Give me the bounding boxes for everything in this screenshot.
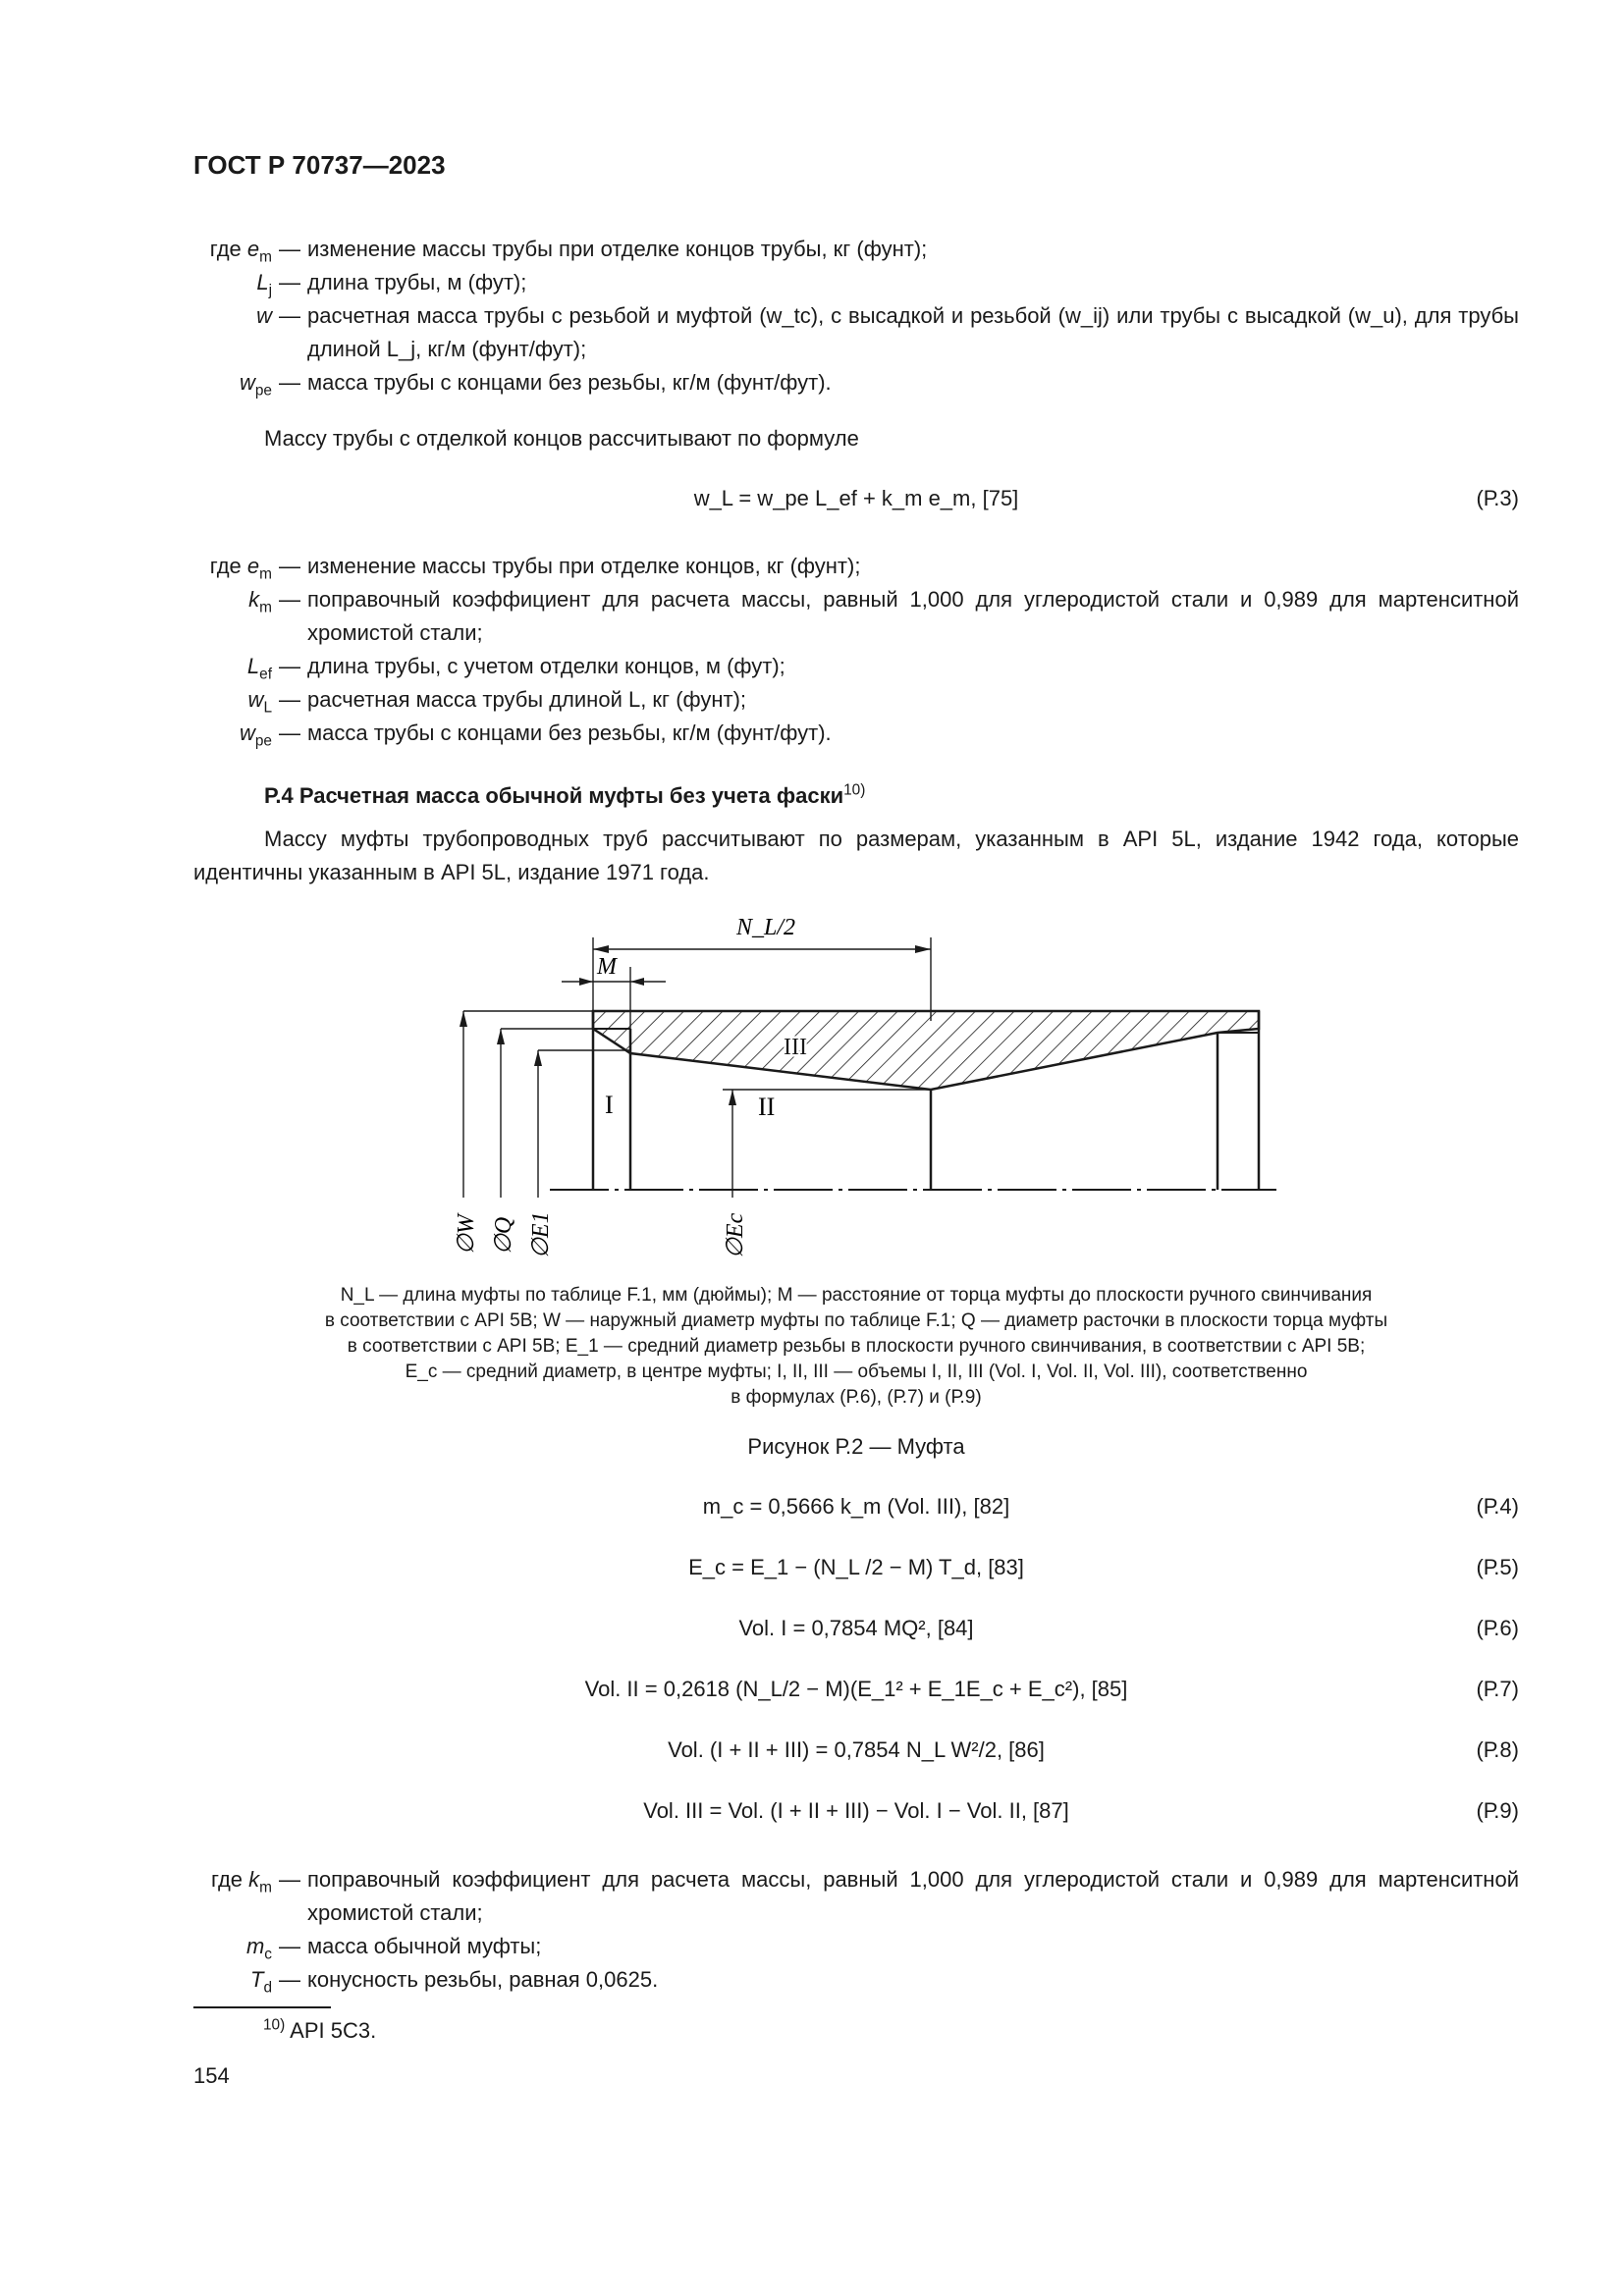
formula-p3	[193, 484, 1519, 517]
label-nl2: N_L/2	[736, 915, 796, 940]
footnote	[263, 2016, 376, 2047]
paragraph: Массу муфты трубопроводных труб рассчитывают по размерам, указанным в API 5L, издание 1942 года, которые идентичны указанным в API 5L, издание 1971 года.	[193, 827, 1519, 884]
definition-item: $L_{ef}$ — длина трубы, с учетом отделки концов, м (фут);	[246, 654, 785, 683]
formula-text: m_c = 0,5666 k_m (Vol. III), [82]	[702, 1494, 1010, 1519]
arrow-head	[460, 1011, 467, 1027]
footnote-ref: 10)	[843, 781, 866, 799]
arrow-head	[729, 1090, 736, 1105]
formula-text: Vol. (I + II + III) = 0,7854 N_L W²/2, [86]	[668, 1737, 1045, 1762]
definition-item: w — расчетная масса трубы с резьбой и муфтой (w_tc), с высадкой и резьбой (w_ij) или трубы с высадкой (w_u), для трубы длиной L_j, кг/м (фунт/фут);	[256, 303, 1519, 361]
formula-p6	[193, 1614, 1519, 1647]
page-header-title: ГОСТ Р 70737—2023	[193, 150, 446, 180]
definition-item: где $k_m$ — поправочный коэффициент для расчета массы, равный 1,000 для углеродистой стали и 0,989 для мартенситной хромистой стали;	[210, 1867, 1519, 1925]
formula-number: (Р.3)	[1476, 486, 1519, 510]
definition-item: $k_m$ — поправочный коэффициент для расчета массы, равный 1,000 для углеродистой стали и 0,989 для мартенситной хромистой стали;	[248, 587, 1519, 645]
arrow-head	[534, 1050, 542, 1066]
caption-line: в соответствии с API 5B; E_1 — средний диаметр резьбы в плоскости ручного свинчивания, в соответствии с API 5B;	[347, 1336, 1366, 1357]
footnote-text: API 5C3.	[290, 2018, 377, 2043]
formula-text: Vol. II = 0,2618 (N_L/2 − M)(E_1² + E_1E_c + E_c²), [85]	[584, 1677, 1128, 1701]
arrow-head	[579, 978, 593, 986]
formula-p4	[193, 1492, 1519, 1525]
figure-title: Рисунок Р.2 — Муфта	[747, 1434, 965, 1459]
caption-line: N_L — длина муфты по таблице F.1, мм (дюймы); M — расстояние от торца муфты до плоскости ручного свинчивания	[340, 1285, 1373, 1306]
formula-p7	[193, 1675, 1519, 1708]
arrow-head	[497, 1029, 505, 1044]
formula-text: Vol. I = 0,7854 MQ², [84]	[738, 1616, 974, 1640]
caption-line: E_c — средний диаметр, в центре муфты; I, II, III — объемы I, II, III (Vol. I, Vol. II, Vol. III), соответственно	[405, 1362, 1308, 1382]
caption-line: в формулах (Р.6), (Р.7) и (Р.9)	[731, 1387, 982, 1408]
formula-number: (Р.4)	[1476, 1494, 1519, 1519]
definition-item: $L_j$ — длина трубы, м (фут);	[256, 270, 527, 299]
footnote-mark: 10)	[263, 2016, 286, 2034]
section-heading: Р.4 Расчетная масса обычной муфты без учета фаски$^{10)}$	[264, 781, 866, 808]
arrow-head	[593, 945, 609, 953]
definition-item: $w_{pe}$ — масса трубы с концами без резьбы, кг/м (фунт/фут).	[239, 721, 832, 750]
formula-number: (Р.9)	[1476, 1798, 1519, 1823]
formula-number: (Р.8)	[1476, 1737, 1519, 1762]
definition-item: $T_d$ — конусность резьбы, равная 0,0625.	[249, 1967, 659, 1997]
definition-item: где $e_m$ — изменение массы трубы при отделке концов, кг (фунт);	[209, 554, 861, 583]
formula-number: (Р.5)	[1476, 1555, 1519, 1579]
coupling-wall-hatched	[593, 1011, 1259, 1090]
figure-caption	[193, 1283, 1519, 1411]
definition-item: $w_L$ — расчетная масса трубы длиной L, кг (фунт);	[247, 687, 747, 717]
formula-p5	[193, 1553, 1519, 1586]
formula-p9	[193, 1796, 1519, 1830]
definition-item: где $e_m$ — изменение массы трубы при отделке концов трубы, кг (фунт);	[209, 237, 928, 266]
definition-item: $w_{pe}$ — масса трубы с концами без резьбы, кг/м (фунт/фут).	[239, 370, 832, 400]
label-volume-ii: II	[758, 1093, 776, 1121]
formula-p8	[193, 1735, 1519, 1769]
label-volume-iii: III	[784, 1035, 807, 1060]
formula-text: Vol. III = Vol. (I + II + III) − Vol. I − Vol. II, [87]	[643, 1798, 1069, 1823]
caption-line: в соответствии с API 5B; W — наружный диаметр муфты по таблице F.1; Q — диаметр расточки в плоскости торца муфты	[324, 1310, 1388, 1331]
definition-list-1	[193, 233, 1519, 400]
label-volume-i: I	[605, 1091, 614, 1119]
footnote-separator	[193, 2006, 331, 2008]
label-dia-w: ∅W	[454, 1214, 479, 1255]
arrow-head	[630, 978, 644, 986]
label-dia-e1: ∅E1	[528, 1211, 554, 1258]
definition-list-3	[193, 1863, 1519, 1997]
label-m: M	[597, 954, 617, 980]
page-number: 154	[193, 2063, 230, 2088]
definition-item: $m_c$ — масса обычной муфты;	[245, 1934, 542, 1963]
label-dia-q: ∅Q	[491, 1216, 516, 1255]
formula-number: (Р.6)	[1476, 1616, 1519, 1640]
arrow-head	[915, 945, 931, 953]
coupling-figure	[403, 903, 1286, 1276]
formula-number: (Р.7)	[1476, 1677, 1519, 1701]
paragraph: Массу трубы с отделкой концов рассчитывают по формуле	[264, 426, 859, 451]
label-dia-ec: ∅Ec	[723, 1212, 748, 1258]
formula-text: E_c = E_1 − (N_L /2 − M) T_d, [83]	[688, 1555, 1024, 1579]
formula-text: w_L = w_pe L_ef + k_m e_m, [75]	[693, 486, 1019, 510]
definition-list-2	[193, 550, 1519, 750]
